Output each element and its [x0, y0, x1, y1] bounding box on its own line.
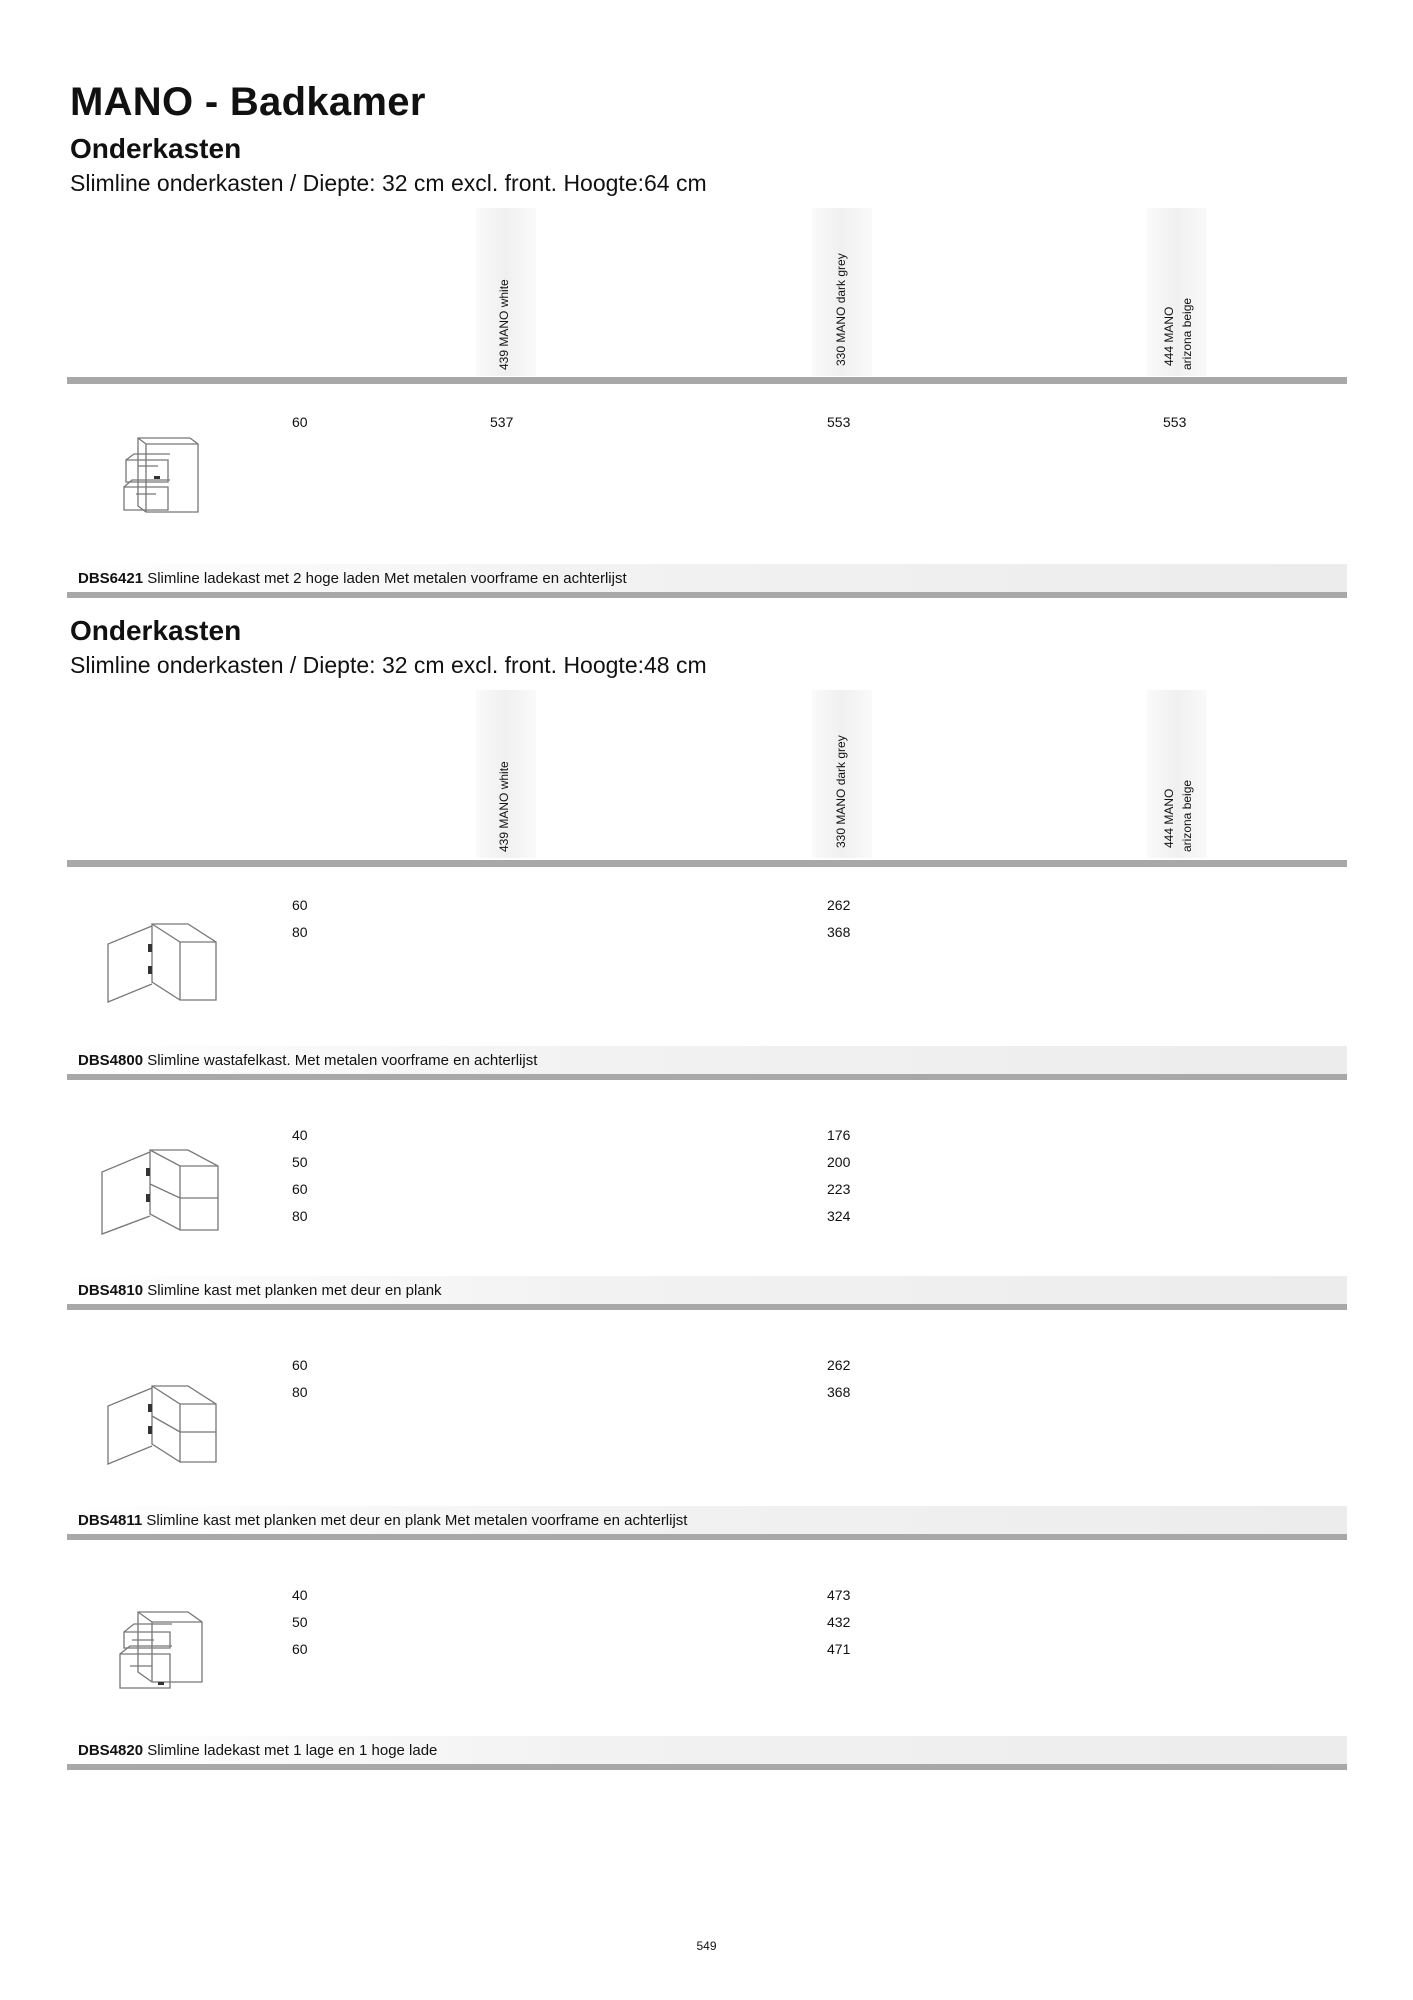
drawer-cabinet-low-high-icon	[114, 1606, 210, 1698]
section-subheading: Slimline onderkasten / Diepte: 32 cm excl. front. Hoogte:48 cm	[70, 652, 707, 678]
shelf-cabinet-door-icon	[94, 1144, 224, 1240]
price-cell-330: 368	[827, 924, 851, 940]
width-cell: 40	[292, 1587, 308, 1603]
column-shade	[1147, 690, 1207, 858]
product-code: DBS6421	[78, 570, 144, 587]
product-description: Slimline wastafelkast. Met metalen voorframe en achterlijst	[147, 1052, 538, 1069]
header-rule	[67, 377, 1347, 384]
column-header-330: 330 MANO dark grey	[834, 253, 848, 366]
product-description: Slimline kast met planken met deur en plank	[147, 1282, 442, 1299]
width-cell: 60	[292, 1641, 308, 1657]
price-cell-330: 432	[827, 1614, 851, 1630]
product-label-bar	[67, 1276, 1347, 1310]
width-cell: 60	[292, 897, 308, 913]
product-label	[78, 1052, 537, 1069]
width-cell: 60	[292, 1357, 308, 1373]
product-description: Slimline kast met planken met deur en plank Met metalen voorframe en achterlijst	[146, 1512, 688, 1529]
column-header-330: 330 MANO dark grey	[834, 735, 848, 848]
page-number: 549	[696, 1939, 717, 1953]
product-code: DBS4811	[78, 1512, 143, 1529]
section-heading: Onderkasten	[70, 133, 242, 164]
price-cell-330: 368	[827, 1384, 851, 1400]
header-rule	[67, 860, 1347, 867]
product-label	[78, 1282, 442, 1299]
product-code: DBS4820	[78, 1742, 144, 1759]
product-description: Slimline ladekast met 2 hoge laden Met metalen voorframe en achterlijst	[147, 570, 627, 587]
product-label-bar	[67, 1736, 1347, 1770]
product-label	[78, 570, 627, 587]
section-subheading: Slimline onderkasten / Diepte: 32 cm excl. front. Hoogte:64 cm	[70, 170, 707, 196]
price-cell-330: 262	[827, 1357, 851, 1373]
washbasin-cabinet-door-icon	[100, 918, 220, 1008]
width-cell: 80	[292, 1208, 308, 1224]
width-cell: 80	[292, 1384, 308, 1400]
product-label-bar	[67, 564, 1347, 598]
price-cell-330: 553	[827, 414, 851, 430]
product-label	[78, 1512, 687, 1529]
column-header-439: 439 MANO white	[497, 279, 511, 370]
price-cell-330: 473	[827, 1587, 851, 1603]
product-description: Slimline ladekast met 1 lage en 1 hoge lade	[147, 1742, 438, 1759]
drawer-cabinet-2-high-drawers-icon	[118, 432, 204, 522]
product-label-bar	[67, 1046, 1347, 1080]
section-heading: Onderkasten	[70, 615, 242, 646]
width-cell: 50	[292, 1614, 308, 1630]
width-cell: 50	[292, 1154, 308, 1170]
column-header-444: 444 MANO	[1162, 788, 1176, 848]
price-cell-330: 324	[827, 1208, 851, 1224]
product-label	[78, 1742, 437, 1759]
column-header-444: 444 MANO	[1162, 306, 1176, 366]
price-cell-330: 223	[827, 1181, 851, 1197]
width-cell: 40	[292, 1127, 308, 1143]
product-code: DBS4800	[78, 1052, 144, 1069]
column-header-444-sub: arizona beige	[1180, 297, 1194, 370]
width-cell: 60	[292, 414, 308, 430]
column-header-439: 439 MANO white	[497, 761, 511, 852]
width-cell: 60	[292, 1181, 308, 1197]
price-cell-444: 553	[1163, 414, 1187, 430]
price-cell-330: 471	[827, 1641, 851, 1657]
product-code: DBS4810	[78, 1282, 144, 1299]
page-title: MANO - Badkamer	[70, 80, 426, 124]
shelf-cabinet-door-frame-icon	[100, 1380, 220, 1470]
product-label-bar	[67, 1506, 1347, 1540]
width-cell: 80	[292, 924, 308, 940]
price-cell-439: 537	[490, 414, 514, 430]
price-cell-330: 200	[827, 1154, 851, 1170]
column-shade	[1147, 208, 1207, 376]
price-cell-330: 176	[827, 1127, 851, 1143]
price-cell-330: 262	[827, 897, 851, 913]
column-header-444-sub: arizona beige	[1180, 779, 1194, 852]
